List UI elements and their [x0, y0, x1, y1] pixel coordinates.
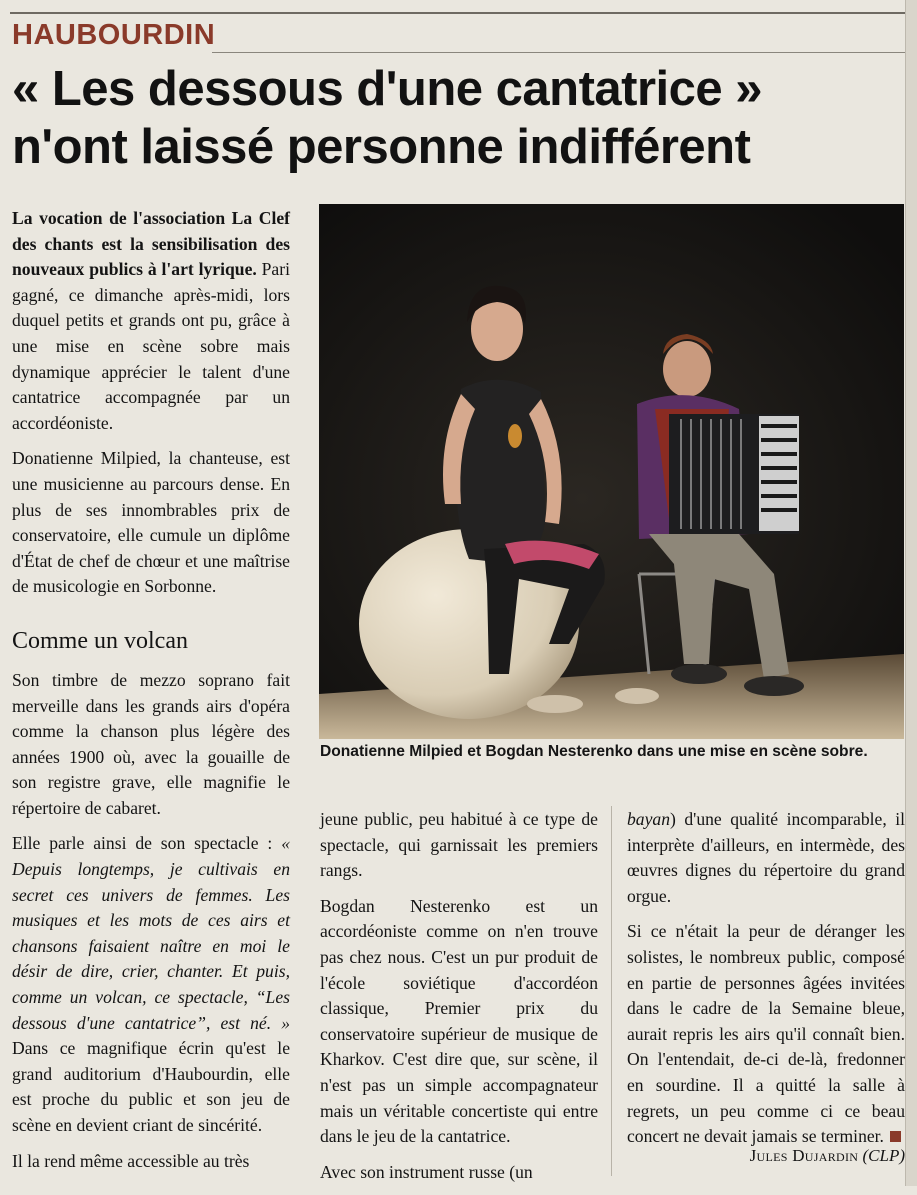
accordion-instrument: [669, 414, 799, 534]
paragraph-3: Son timbre de mezzo soprano fait merveille dans les grands airs d'opéra comme la chanson plus légère des années 1900 où, avec la gouaille de son registre grave, elle magnifie le répertoire de cabaret.: [12, 669, 290, 818]
photo-caption: Donatienne Milpied et Bogdan Nesterenko dans une mise en scène sobre.: [320, 743, 868, 760]
lead-paragraph: [12, 206, 290, 436]
column-3-paragraph-2: [627, 919, 905, 1149]
paragraph-4: [12, 831, 290, 1138]
column-2-paragraph-1: jeune public, peu habitué à ce type de spectacle, qui garnissait les premiers rangs.: [320, 809, 598, 881]
adjacent-page-edge: [905, 0, 917, 1186]
top-rule: [10, 12, 905, 14]
bayan-term: bayan: [627, 809, 670, 829]
subheading: Comme un volcan: [12, 627, 188, 654]
lead-rest: Pari gagné, ce dimanche après-midi, lors duquel petits et grands ont pu, grâce à une mise en scène sobre mais dynamique apprécier le talent d'une cantatrice accompagnée par un accordéoniste.: [12, 259, 290, 433]
headline-line-2: n'ont laissé personne indifférent: [12, 120, 751, 174]
kicker-rule: [212, 52, 905, 53]
column-2-paragraph-2: Bogdan Nesterenko est un accordéoniste comme on n'en trouve pas chez nous. C'est un pur produit de l'école soviétique d'accordéon classique, Premier prix du conservatoire supérieur de musique de Kharkov. C'est dire que, sur scène, il n'est pas un simple accompagnateur mais un véritable concertiste qui entre dans le jeu de la cantatrice.: [320, 895, 598, 1147]
paragraph-5-start: Il la rend même accessible au très: [12, 1150, 250, 1171]
concert-photo: [319, 204, 904, 739]
column-3-paragraph-2-text: Si ce n'était la peur de déranger les solistes, le nombreux public, composé en partie de personnes âgées invitées dans le cadre de la Semaine bleue, aurait repris les airs qu'il connaît bien. On l'entendait, de-ci de-là, fredonner en sourdine. Il a quitté la salle à regrets, un peu comme ci ce beau concert ne devait jamais se terminer.: [627, 921, 905, 1147]
end-of-article-square-icon: [890, 1131, 901, 1142]
byline-agency: (CLP): [862, 1146, 905, 1165]
column-3-paragraph-1-rest: ) d'une qualité incomparable, il interprète d'ailleurs, en intermède, des œuvres dignes du répertoire du grand orgue.: [627, 809, 905, 906]
paragraph-4-intro: Elle parle ainsi de son spectacle :: [12, 833, 282, 854]
headline: [12, 60, 902, 176]
section-kicker: HAUBOURDIN: [12, 19, 216, 51]
column-divider: [611, 806, 612, 1176]
article-column-2: [320, 807, 598, 1195]
byline: [700, 1144, 905, 1168]
lead-bold: La vocation de l'association La Clef des chants est la sensibilisation des nouveaux publics à l'art lyrique.: [12, 208, 290, 280]
article-column-3: [627, 807, 905, 1160]
column-2-paragraph-3-start: Avec son instrument russe (un: [320, 1161, 533, 1182]
column-3-paragraph-1: [627, 807, 905, 909]
article-column-1: [12, 206, 290, 1184]
headline-line-1: « Les dessous d'une cantatrice »: [12, 62, 763, 116]
byline-author: Jules Dujardin: [749, 1146, 859, 1165]
photo-illustration: [319, 204, 904, 739]
paragraph-4-quote: « Depuis longtemps, je cultivais en secret ces univers de femmes. Les musiques et les mots de ces airs et chansons faisaient naître en moi le désir de dire, crier, chanter. Et puis, comme un volcan, ce spectacle, “Les dessous d'une cantatrice”, est né. »: [12, 833, 290, 1033]
paragraph-4-rest: Dans ce magnifique écrin qu'est le grand auditorium d'Haubourdin, elle est proche du public et son jeu de scène en devient criant de sincérité.: [12, 1038, 290, 1135]
paragraph-2: Donatienne Milpied, la chanteuse, est une musicienne au parcours dense. En plus de ses innombrables prix de conservatoire, elle cumule un diplôme d'État de chef de chœur et une maîtrise de musicologie en Sorbonne.: [12, 448, 290, 597]
